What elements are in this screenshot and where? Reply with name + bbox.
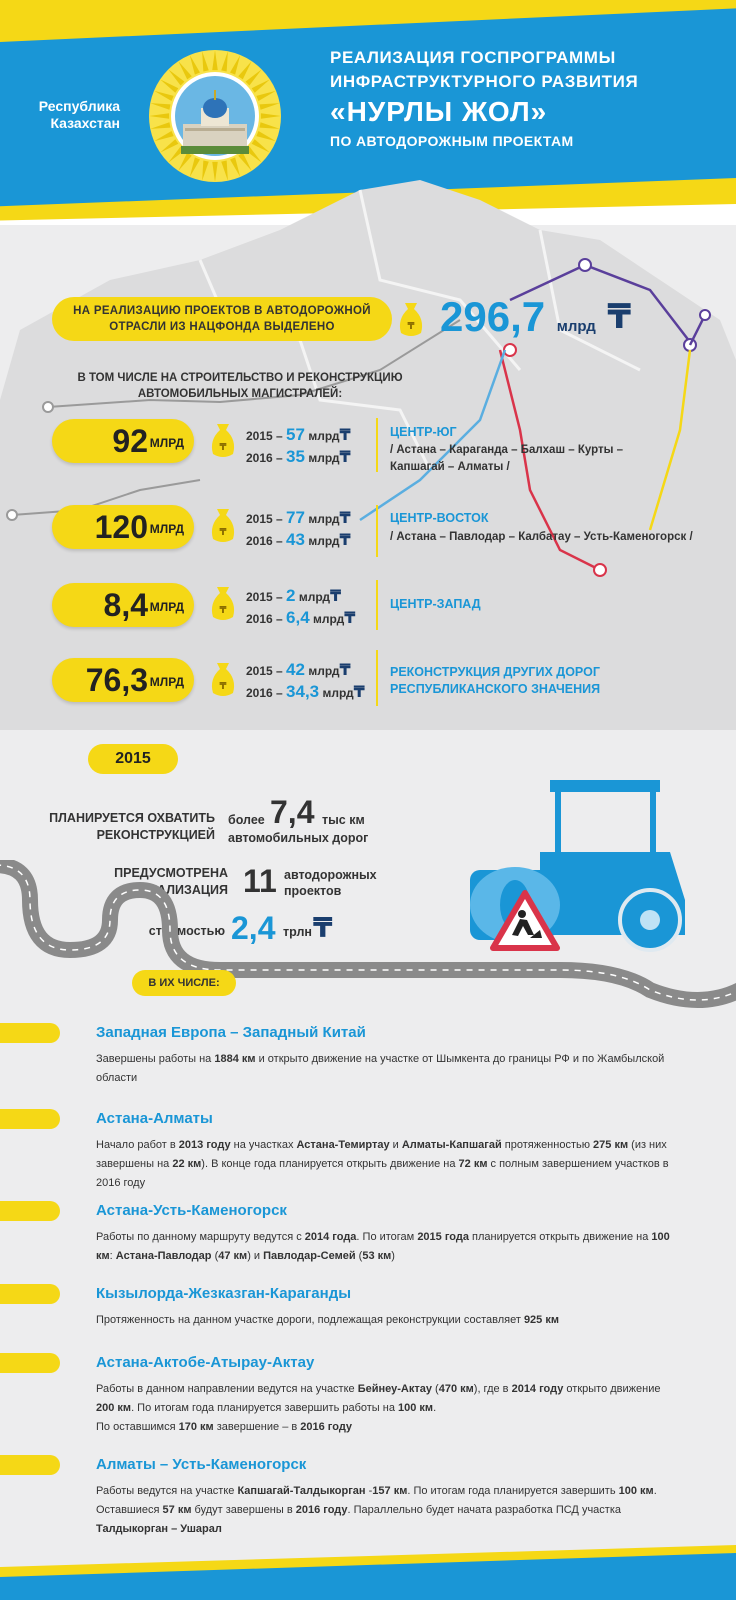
stat1-value: 7,4 [270, 794, 315, 830]
stat1-label: ПЛАНИРУЕТСЯ ОХВАТИТЬ РЕКОНСТРУКЦИЕЙ [49, 811, 215, 842]
title-line3: «НУРЛЫ ЖОЛ» [330, 96, 548, 127]
state-emblem-icon [145, 46, 285, 186]
money-bag-icon [207, 505, 239, 545]
route-total: 76,3 [85, 662, 148, 698]
route-total-pill [52, 583, 194, 627]
route-total-pill [52, 658, 194, 702]
stat2-label: ПРЕДУСМОТРЕНА РЕАЛИЗАЦИЯ [114, 866, 228, 897]
title-line1: РЕАЛИЗАЦИЯ ГОСПРОГРАММЫ [330, 48, 616, 67]
route-total-pill [52, 505, 194, 549]
bottom-stripe [0, 1545, 736, 1600]
stat3-value: 2,4 [231, 910, 276, 946]
svg-text:₸: ₸ [219, 442, 227, 453]
svg-text:₸: ₸ [219, 527, 227, 538]
project-title: Кызылорда-Жезказган-Караганды [96, 1285, 352, 1302]
stat2-value: 11 [243, 863, 277, 899]
year-value: 43 [286, 530, 305, 549]
stat2-desc: автодорожных проектов [284, 868, 377, 898]
fund-unit: млрд [556, 318, 596, 335]
year-value: 6,4 [286, 608, 310, 627]
stat1-desc: автомобильных дорог [228, 831, 369, 845]
route-name: ЦЕНТР-ВОСТОК [390, 511, 489, 525]
money-bag-icon [207, 659, 239, 699]
stat3-currency: ₸ [313, 912, 333, 943]
year-value: 42 [286, 660, 305, 679]
route-total: 120 [94, 509, 148, 545]
route-unit: МЛРД [149, 600, 184, 614]
project-title: Алматы – Усть-Каменогорск [96, 1456, 307, 1473]
route-path: / Астана – Павлодар – Калбатау – Усть-Каменогорск / [390, 531, 693, 543]
svg-text:₸: ₸ [219, 605, 227, 616]
money-bag-icon [207, 420, 239, 460]
money-bag-icon [395, 299, 427, 339]
fund-amount: 296,7 [440, 293, 546, 340]
title-block [330, 46, 730, 152]
subhead: В ТОМ ЧИСЛЕ НА СТРОИТЕЛЬСТВО И РЕКОНСТРУКЦИЮ АВТОМОБИЛЬНЫХ МАГИСТРАЛЕЙ: [77, 372, 403, 400]
project-text: Завершены работы на 1884 км и открыто движение на участке от Шымкента до границы РФ и по Жамбылской области [96, 1053, 665, 1084]
year-value: 77 [286, 508, 305, 527]
project-text: Работы в данном направлении ведутся на участке Бейнеу-Актау (470 км), где в 2014 году открыто движение 200 км. По итогам года планируется завершить работы на 100 км. По оставшимся 170 км завершение – в 2016 году [96, 1383, 661, 1433]
stat1-unit: тыс км [322, 813, 365, 827]
route-total-pill [52, 419, 194, 463]
route-unit: МЛРД [149, 675, 184, 689]
route-total: 92 [112, 423, 148, 459]
svg-text:₸: ₸ [407, 321, 415, 332]
stat1-pre: более [228, 813, 265, 827]
project-text: Работы по данному маршруту ведутся с 2014 года. По итогам 2015 года планируется открыть движение на 100 км: Астана-Павлодар (47 км) и Павлодар-Семей (53 км) [96, 1231, 670, 1262]
fund-label: НА РЕАЛИЗАЦИЮ ПРОЕКТОВ В АВТОДОРОЖНОЙ ОТРАСЛИ ИЗ НАЦФОНДА ВЫДЕЛЕНО [52, 297, 392, 341]
route-path: / Астана – Караганда – Балхаш – Курты – Капшагай – Алматы / [390, 444, 623, 473]
year-value: 57 [286, 425, 305, 444]
project-title: Астана-Алматы [96, 1110, 213, 1127]
republic-label: Республика Казахстан [38, 98, 120, 131]
route-years: 2015 – 42 млрд₸ 2016 – 34,3 млрд₸ [246, 660, 365, 701]
project-title: Западная Европа – Западный Китай [96, 1024, 366, 1041]
fund-currency: ₸ [607, 298, 632, 336]
route-years: 2015 – 2 млрд₸ 2016 – 6,4 млрд₸ [246, 586, 356, 627]
route-name: ЦЕНТР-ЮГ [390, 425, 457, 439]
stat3-unit: трлн [283, 925, 312, 939]
route-total: 8,4 [103, 587, 148, 623]
year-value: 34,3 [286, 682, 320, 701]
route-name: РЕКОНСТРУКЦИЯ ДРУГИХ ДОРОГ РЕСПУБЛИКАНСКОГО ЗНАЧЕНИЯ [390, 665, 601, 696]
project-text: Работы ведутся на участке Капшагай-Талдыкорган -157 км. По итогам года планируется завершить 100 км. Оставшиеся 57 км будут завершены в 2016 году. Параллельно будет начата разработка ПСД участка Талдыкорган – Ушарал [96, 1485, 657, 1535]
title-line4: ПО АВТОДОРОЖНЫМ ПРОЕКТАМ [330, 133, 574, 149]
fund-total [440, 293, 631, 351]
road-works-sign-icon [490, 890, 560, 952]
money-bag-icon [207, 583, 239, 623]
year-badge: 2015 [88, 744, 178, 774]
project-title: Астана-Актобе-Атырау-Актау [96, 1354, 315, 1371]
project-text: Начало работ в 2013 году на участках Астана-Темиртау и Алматы-Капшагай протяженностью 275 км (из них завершены на 22 км). В конце года планируется открыть движение на 72 км с полным завершением участков в 2016 году [96, 1139, 669, 1189]
project-text: Протяженность на данном участке дороги, подлежащая реконструкции составляет 925 км [96, 1314, 559, 1326]
svg-text:₸: ₸ [219, 681, 227, 692]
year-value: 2 [286, 586, 296, 605]
route-unit: МЛРД [149, 436, 184, 450]
title-line2: ИНФРАСТРУКТУРНОГО РАЗВИТИЯ [330, 72, 639, 91]
project-title: Астана-Усть-Каменогорск [96, 1202, 287, 1219]
year-value: 35 [286, 447, 305, 466]
among-label: В ИХ ЧИСЛЕ: [132, 970, 236, 996]
stat3-label: стоимостью [148, 924, 225, 938]
route-years: 2015 – 77 млрд₸ 2016 – 43 млрд₸ [246, 508, 351, 549]
route-unit: МЛРД [149, 522, 184, 536]
route-name: ЦЕНТР-ЗАПАД [390, 597, 481, 611]
route-years: 2015 – 57 млрд₸ 2016 – 35 млрд₸ [246, 425, 351, 466]
